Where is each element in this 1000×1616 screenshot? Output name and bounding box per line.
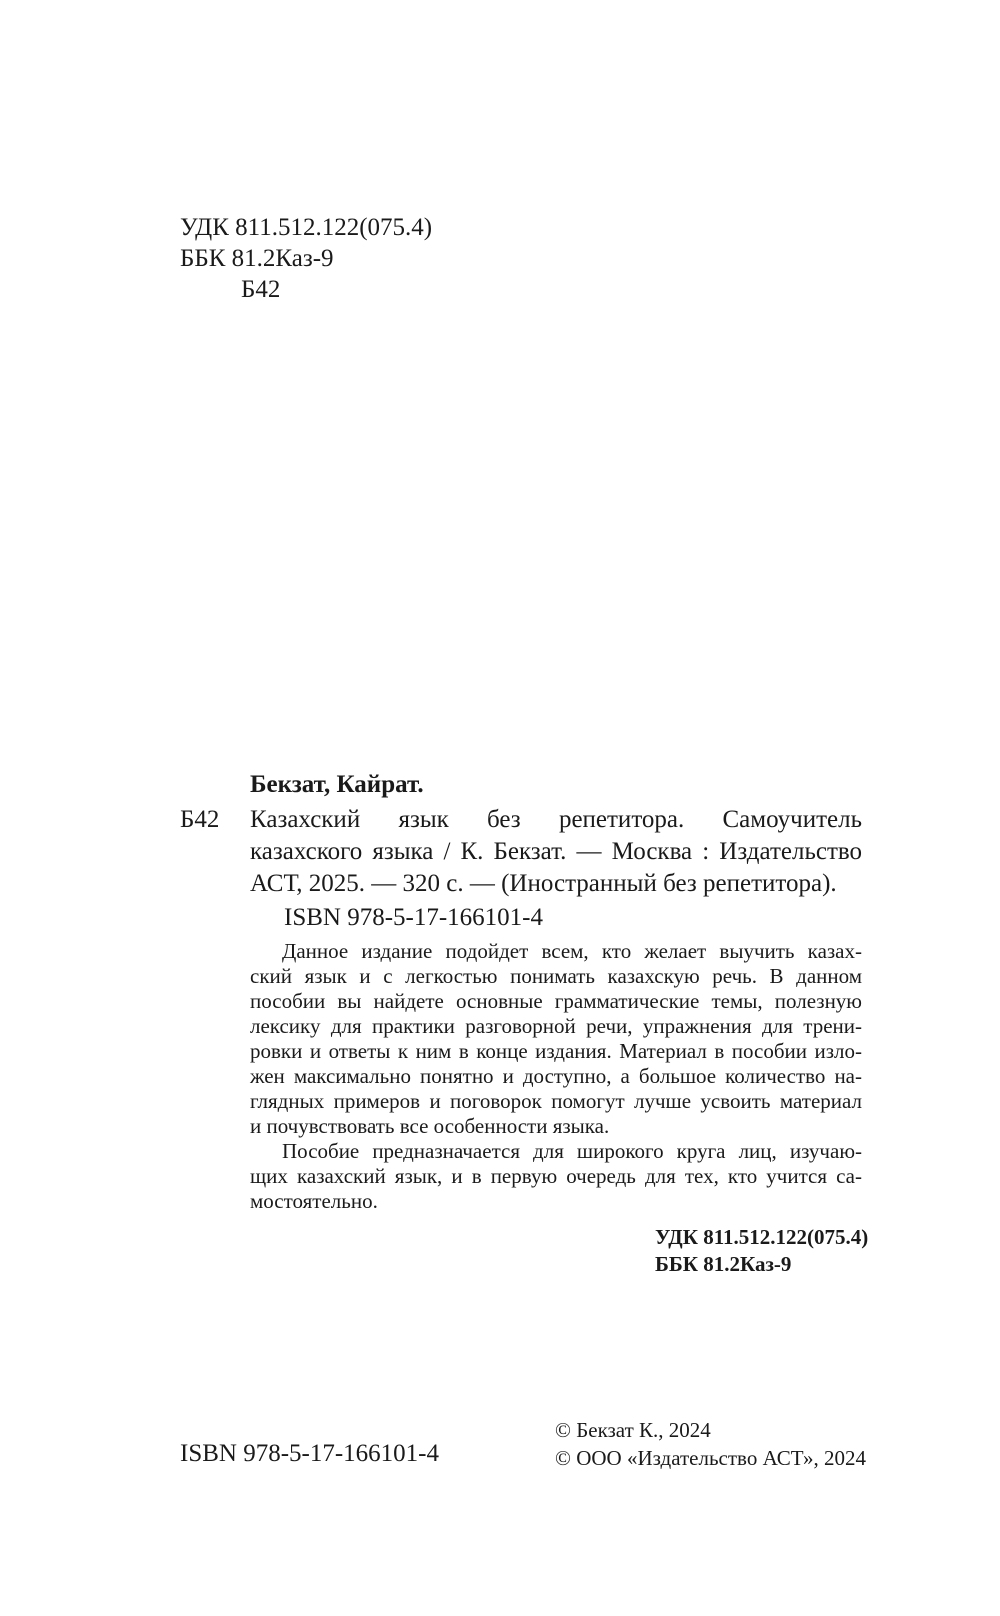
catalog-title-line-3: АСТ, 2025. — 320 с. — (Иностранный без репетитора). <box>250 870 837 897</box>
copyright-author: © Бекзат К., 2024 <box>555 1418 711 1442</box>
catalog-author-sign: Б42 <box>180 806 220 833</box>
annotation-line: Данное издание подойдет всем, кто желает выучить казах- <box>282 939 862 963</box>
annotation-line: ровки и ответы к ним в конце издания. Материал в пособии изло- <box>250 1039 862 1063</box>
catalog-title-line-2: казахского языка / К. Бекзат. — Москва : Издательство <box>250 838 862 865</box>
annotation-paragraph-2 <box>250 1139 862 1214</box>
catalog-isbn: ISBN 978-5-17-166101-4 <box>284 904 544 931</box>
top-author-sign: Б42 <box>241 276 281 303</box>
annotation-line: ский язык и с легкостью понимать казахскую речь. В данном <box>250 964 862 988</box>
annotation-line: мостоятельно. <box>250 1189 378 1213</box>
catalog-author: Бекзат, Кайрат. <box>250 771 424 798</box>
annotation-line: пособии вы найдете основные грамматические темы, полезную <box>250 989 862 1013</box>
top-udk-code: УДК 811.512.122(075.4) <box>180 214 433 241</box>
annotation-line: Пособие предназначается для широкого круга лиц, изучаю- <box>282 1139 862 1163</box>
bottom-udk-code: УДК 811.512.122(075.4) <box>655 1225 869 1249</box>
annotation-line: глядных примеров и поговорок помогут лучше усвоить материал <box>250 1089 862 1113</box>
annotation-line: жен максимально понятно и доступно, а большое количество на- <box>250 1064 862 1088</box>
footer-isbn: ISBN 978-5-17-166101-4 <box>180 1440 440 1467</box>
annotation-paragraph-1 <box>250 939 862 1139</box>
annotation-line: лексику для практики разговорной речи, упражнения для трени- <box>250 1014 862 1038</box>
top-bbk-code: ББК 81.2Каз-9 <box>180 245 334 272</box>
copyright-publisher: © ООО «Издательство АСТ», 2024 <box>555 1446 866 1470</box>
bottom-bbk-code: ББК 81.2Каз-9 <box>655 1252 792 1276</box>
catalog-title-line-1: Казахский язык без репетитора. Самоучитель <box>250 806 862 833</box>
annotation-line: и почувствовать все особенности языка. <box>250 1114 610 1138</box>
annotation-line: щих казахский язык, и в первую очередь для тех, кто учится са- <box>250 1164 862 1188</box>
